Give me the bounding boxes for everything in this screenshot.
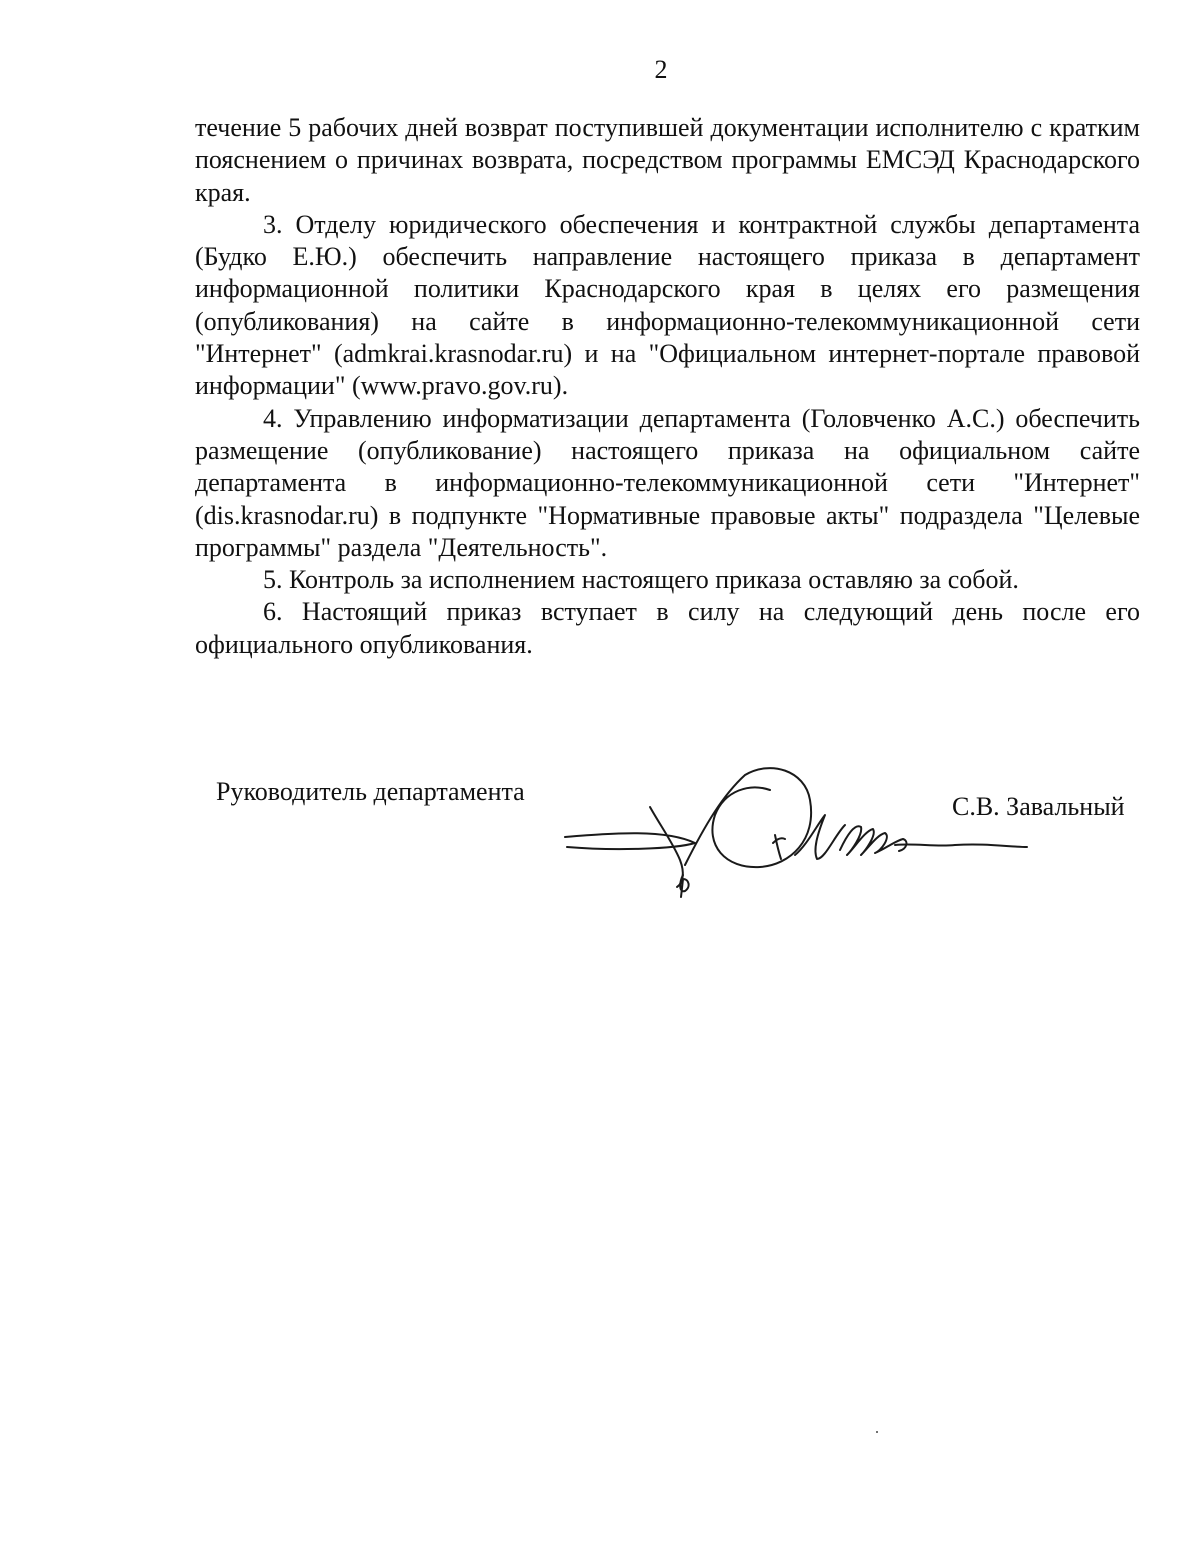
signatory-name: С.В. Завальный: [952, 792, 1125, 821]
paragraph-5: 5. Контроль за исполнением настоящего приказа оставляю за собой.: [263, 565, 1019, 595]
paragraph-continuation: течение 5 рабочих дней возврат поступившей документации исполнителю с кратким пояснением о причинах возврата, посредством программы ЕМСЭД Краснодарского края.: [195, 113, 1140, 207]
document-body: [195, 112, 1140, 661]
signatory-role: Руководитель департамента: [216, 777, 525, 806]
page-number: 2: [654, 55, 668, 84]
handwritten-signature: [555, 755, 1035, 905]
paragraph-4: 4. Управлению информатизации департамента (Головченко А.С.) обеспечить размещение (опубликование) настоящего приказа на официальном сайте департамента в информационно-телекоммуникационной сети "Интернет" (dis.krasnodar.ru) в подпункте "Нормативные правовые акты" подраздела "Целевые программы" раздела "Деятельность".: [195, 403, 1140, 562]
paragraph-3: 3. Отделу юридического обеспечения и контрактной службы департамента (Будко Е.Ю.) обеспечить направление настоящего приказа в департамент информационной политики Краснодарского края в целях его размещения (опубликования) на сайте в информационно-телекоммуникационной сети "Интернет" (admkrai.krasnodar.ru) и на "Официальном интернет-портале правовой информации" (www.pravo.gov.ru).: [195, 209, 1140, 401]
paragraph-6: 6. Настоящий приказ вступает в силу на следующий день после его официального опубликования.: [195, 597, 1140, 659]
scan-artifact-dot: [876, 1431, 878, 1433]
